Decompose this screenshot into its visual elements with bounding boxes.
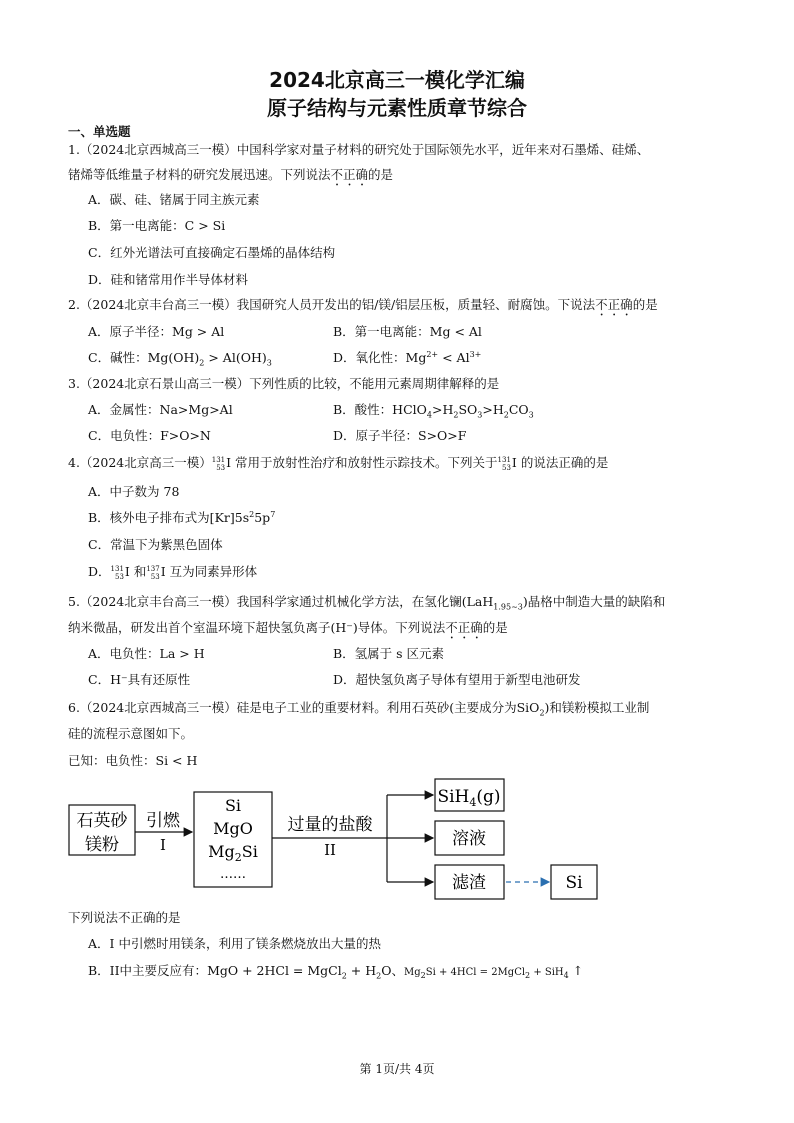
- q1-option-b: B．第一电离能：C > Si: [88, 218, 226, 233]
- flow-diagram: [0, 770, 794, 910]
- q1-option-a: A．碳、硅、锗属于同主族元素: [88, 192, 260, 207]
- flow-arrow-1-bot: I: [160, 836, 166, 854]
- q5-option-c: C．H⁻具有还原性: [88, 672, 191, 687]
- q1-stem-line2: 锗烯等低维量子材料的研究发展迅速。下列说法不正确的是: [68, 167, 394, 182]
- q2-option-d: D．氧化性：$Mg^{2+} < Al^{3+}$: [333, 349, 482, 365]
- flow-box-raw-l1: 石英砂: [76, 811, 128, 831]
- q1-option-c: C．红外光谱法可直接确定石墨烯的晶体结构: [88, 245, 336, 260]
- page-footer: 第 1页/共 4页: [359, 1062, 435, 1076]
- page-subtitle: 原子结构与元素性质章节综合: [267, 96, 527, 120]
- q4-option-a: A．中子数为 78: [88, 484, 180, 499]
- q1-option-d: D．硅和锗常用作半导体材料: [88, 272, 249, 287]
- flow-arrow-2-bot: II: [324, 841, 336, 859]
- q6-option-a: A．I 中引燃时用镁条，利用了镁条燃烧放出大量的热: [88, 936, 381, 951]
- q4-option-c: C．常温下为紫黑色固体: [88, 537, 223, 552]
- q2-option-b: B．第一电离能：Mg < Al: [333, 324, 482, 339]
- q5-option-d: D．超快氢负离子导体有望用于新型电池研发: [333, 672, 581, 687]
- flow-arrow-1-top: 引燃: [146, 811, 180, 831]
- flow-box-mix-l3: $Mg_2Si$: [208, 842, 258, 864]
- q2-stem: 2.（2024北京丰台高三一模）我国研究人员开发出的铝/镁/铝层压板，质量轻、耐腐蚀。下说法不正确的是: [68, 297, 658, 312]
- q4-option-d: D． 131 53 I 和 137 53 I 互为同素异形体: [88, 564, 258, 581]
- q4-option-b: B．核外电子排布式为$[Kr]5s^25p^7$: [88, 509, 276, 525]
- q2-option-a: A．原子半径：Mg > Al: [88, 324, 225, 339]
- q5-option-b: B．氢属于 s 区元素: [333, 646, 445, 661]
- q1-stem-line1: 1.（2024北京西城高三一模）中国科学家对量子材料的研究处于国际领先水平，近年来对石墨烯、硅烯、: [68, 142, 650, 157]
- flow-box-raw-l2: 镁粉: [85, 835, 119, 855]
- q3-option-a: A．金属性：Na>Mg>Al: [88, 402, 233, 417]
- q5-stem-line2: 纳米微晶，研发出首个室温环境下超快氢负离子(H⁻)导体。下列说法不正确的是: [68, 620, 508, 635]
- q6-known: 已知：电负性：Si < H: [68, 753, 198, 768]
- section-heading: 一、单选题: [68, 124, 131, 139]
- q3-option-c: C．电负性：F>O>N: [88, 428, 211, 443]
- flow-box-residue-text: 滤渣: [452, 873, 486, 893]
- q3-stem: 3.（2024北京石景山高三一模）下列性质的比较，不能用元素周期律解释的是: [68, 376, 500, 391]
- q3-option-d: D．原子半径：S>O>F: [333, 428, 467, 443]
- q5-option-a: A．电负性：La > H: [88, 646, 205, 661]
- page-title: 2024北京高三一模化学汇编: [269, 68, 525, 92]
- flow-box-mix-l2: MgO: [213, 819, 253, 838]
- flow-box-mix-l4: ……: [220, 867, 246, 882]
- q6-option-b: B．II中主要反应有：MgO + 2HCl = MgCl$_2$ + $H_2O$、$Mg_2Si + 4HCl$ = 2MgCl$_2$ + SiH$_4$ ↑: [88, 963, 584, 981]
- flow-box-sih4-text: SiH$_4$(g): [437, 787, 501, 809]
- q6-stem-line2: 硅的流程示意图如下。: [68, 726, 194, 741]
- flow-arrow-2-top: 过量的盐酸: [287, 815, 373, 835]
- flow-box-solution-text: 溶液: [452, 829, 486, 849]
- q6-prompt: 下列说法不正确的是: [68, 910, 181, 925]
- flow-box-mix-l1: Si: [224, 796, 242, 815]
- q5-stem-line1: 5.（2024北京丰台高三一模）我国科学家通过机械化学方法，在氢化镧(LaH$_{1.95\sim 3}$)晶格中制造大量的缺陷和: [68, 594, 666, 612]
- q3-option-b: B．酸性：$HClO_4>H_2SO_3>H_2CO_3$: [333, 402, 534, 420]
- q6-stem-line1: 6.（2024北京西城高三一模）硅是电子工业的重要材料。利用石英砂(主要成分为SiO$_2$)和镁粉模拟工业制: [68, 700, 650, 718]
- flow-box-si-text: Si: [565, 873, 583, 893]
- q2-option-c: C．碱性：$Mg(OH)_2 > Al(OH)_3$: [88, 350, 272, 368]
- q4-stem: 4.（2024北京高三一模） 131 53 I 常用于放射性治疗和放射性示踪技术。下列关于 131 53 I 的说法正确的是: [68, 455, 609, 472]
